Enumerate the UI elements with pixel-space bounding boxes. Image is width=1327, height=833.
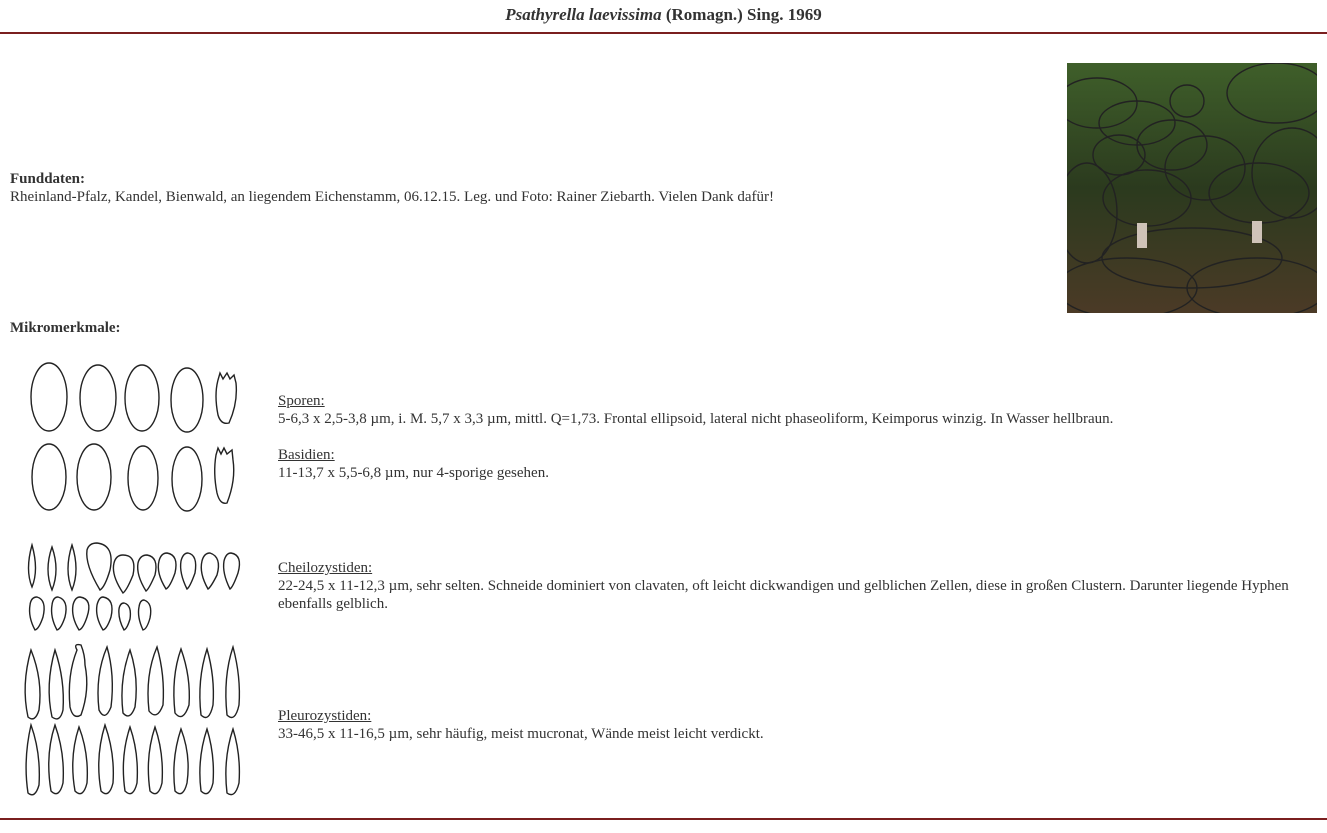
- sporen-section: [278, 392, 1318, 428]
- cheilozystiden-text: 22-24,5 x 11-12,3 µm, sehr selten. Schneide dominiert von clavaten, oft leicht dickwandigen und gelblichen Zellen, diese in großen Clustern. Darunter liegende Hyphen ebenfalls gelblich.: [278, 578, 1289, 612]
- funddaten-block: [10, 171, 1050, 206]
- cheilozystiden-section: [278, 559, 1318, 613]
- funddaten-text: Rheinland-Pfalz, Kandel, Bienwald, an liegendem Eichenstamm, 06.12.15. Leg. und Foto: Rainer Ziebarth. Vielen Dank dafür!: [10, 189, 775, 205]
- microscopy-drawings: [15, 355, 255, 805]
- mushroom-photo: [1067, 63, 1317, 313]
- basidia-drawings: [215, 373, 237, 503]
- funddaten-label: Funddaten:: [10, 171, 86, 187]
- top-divider: [0, 32, 1327, 34]
- basidien-text: 11-13,7 x 5,5-6,8 µm, nur 4-sporige gesehen.: [278, 465, 549, 481]
- pleurozystiden-text: 33-46,5 x 11-16,5 µm, sehr häufig, meist mucronat, Wände meist leicht verdickt.: [278, 726, 764, 742]
- sporen-heading: Sporen:: [278, 393, 325, 409]
- species-name: Psathyrella laevissima: [505, 5, 662, 24]
- spore-drawings: [31, 363, 203, 511]
- pleurozystiden-section: [278, 707, 1318, 743]
- mikromerkmale-label: Mikromerkmale:: [10, 320, 121, 336]
- bottom-divider: [0, 818, 1327, 820]
- basidien-section: [278, 446, 1318, 482]
- species-author: (Romagn.) Sing. 1969: [661, 5, 822, 24]
- sporen-text: 5-6,3 x 2,5-3,8 µm, i. M. 5,7 x 3,3 µm, mittl. Q=1,73. Frontal ellipsoid, lateral nicht phaseoliform, Keimporus winzig. In Wasser hellbraun.: [278, 411, 1114, 427]
- cheilocystidia-drawings: [29, 543, 240, 630]
- pleurocystidia-drawings: [25, 645, 239, 795]
- page-header: [0, 0, 1327, 32]
- page-title: [0, 5, 1327, 25]
- basidien-heading: Basidien:: [278, 447, 335, 463]
- cheilozystiden-heading: Cheilozystiden:: [278, 560, 373, 576]
- pleurozystiden-heading: Pleurozystiden:: [278, 708, 372, 724]
